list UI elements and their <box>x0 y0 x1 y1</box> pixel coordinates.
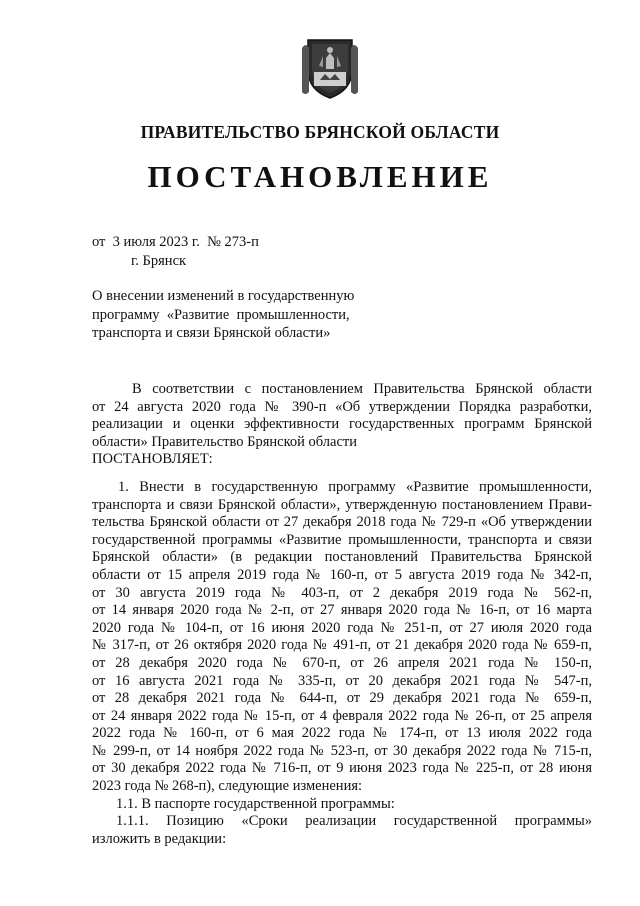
subject-line: транспорта и связи Брянской области» <box>92 325 331 341</box>
clause-line: от 24 января 2022 года № 15-п, от 4 февраля 2022 года № 26-п, от 25 апреля <box>92 707 592 724</box>
clause-line: от 28 декабря 2020 года № 670-п, от 26 апреля 2021 года № 150-п, <box>92 654 592 671</box>
coat-of-arms-icon <box>300 36 360 102</box>
clause-line: области от 15 апреля 2019 года № 160-п, от 5 августа 2019 года № 342-п, <box>92 566 592 583</box>
clause-line: № 299-п, от 14 ноября 2022 года № 523-п, от 30 декабря 2022 года № 715-п, <box>92 742 592 759</box>
subclause-line: изложить в редакции: <box>92 830 227 847</box>
preamble-line: В соответствии с постановлением Правительства Брянской области <box>132 381 592 397</box>
clause-line: 1. Внести в государственную программу «Развитие промышленности, <box>118 478 592 495</box>
preamble-line: реализации и оценки эффективности государственных программ Брянской <box>92 416 592 433</box>
coat-of-arms-emblem <box>300 36 360 102</box>
clause-line: от 30 августа 2019 года № 403-п, от 2 декабря 2019 года № 562-п, <box>92 584 592 601</box>
document-subject <box>92 287 412 343</box>
subject-line: О внесении изменений в государственную <box>92 288 355 304</box>
clause-line: от 30 декабря 2022 года № 716-п, от 9 июня 2023 года № 225-п, от 28 июня <box>92 760 592 777</box>
subclause-line: 1.1.1. Позицию «Сроки реализации государственной программы» <box>116 813 592 830</box>
clause-line: 2022 года № 160-п, от 6 мая 2022 года № 174-п, от 13 июля 2022 года <box>92 725 592 742</box>
clause-line: тельства Брянской области от 27 декабря 2018 года № 729-п «Об утверждении <box>92 514 592 531</box>
preamble-line: области» Правительство Брянской области <box>92 433 357 450</box>
preamble-line: от 24 августа 2020 года № 390-п «Об утверждении Порядка разработки, <box>92 398 592 415</box>
date-number-line: от 3 июля 2023 г. № 273-п <box>92 234 259 250</box>
city-line: г. Брянск <box>131 253 187 269</box>
document-type-title: ПОСТАНОВЛЕНИЕ <box>147 159 493 194</box>
clause-line: от 28 декабря 2021 года № 644-п, от 29 декабря 2021 года № 659-п, <box>92 690 592 707</box>
subclause-line: 1.1. В паспорте государственной программы: <box>116 795 395 812</box>
organization-title: ПРАВИТЕЛЬСТВО БРЯНСКОЙ ОБЛАСТИ <box>140 122 500 142</box>
clause-line: от 14 января 2020 года № 2-п, от 27 января 2020 года № 16-п, от 16 марта <box>92 602 592 619</box>
clause-line: от 16 августа 2021 года № 335-п, от 20 декабря 2021 года № 547-п, <box>92 672 592 689</box>
clause-line: 2023 года № 268-п), следующие изменения: <box>92 778 363 795</box>
document-body <box>92 381 592 848</box>
subject-line: программу «Развитие промышленности, <box>92 306 350 323</box>
clause-line: транспорта и связи Брянской области», утвержденную постановлением Прави- <box>92 496 592 513</box>
clause-line: № 317-п, от 26 октября 2020 года № 491-п, от 21 декабря 2020 года № 659-п, <box>92 637 592 654</box>
clause-line: 2020 года № 104-п, от 16 июня 2020 года № 251-п, от 27 июля 2020 года <box>92 619 592 636</box>
clause-line: государственной программы «Развитие промышленности, транспорта и связи <box>92 531 592 548</box>
clause-line: Брянской области» (в редакции постановлений Правительства Брянской <box>92 549 592 566</box>
resolve-line: ПОСТАНОВЛЯЕТ: <box>92 451 213 468</box>
